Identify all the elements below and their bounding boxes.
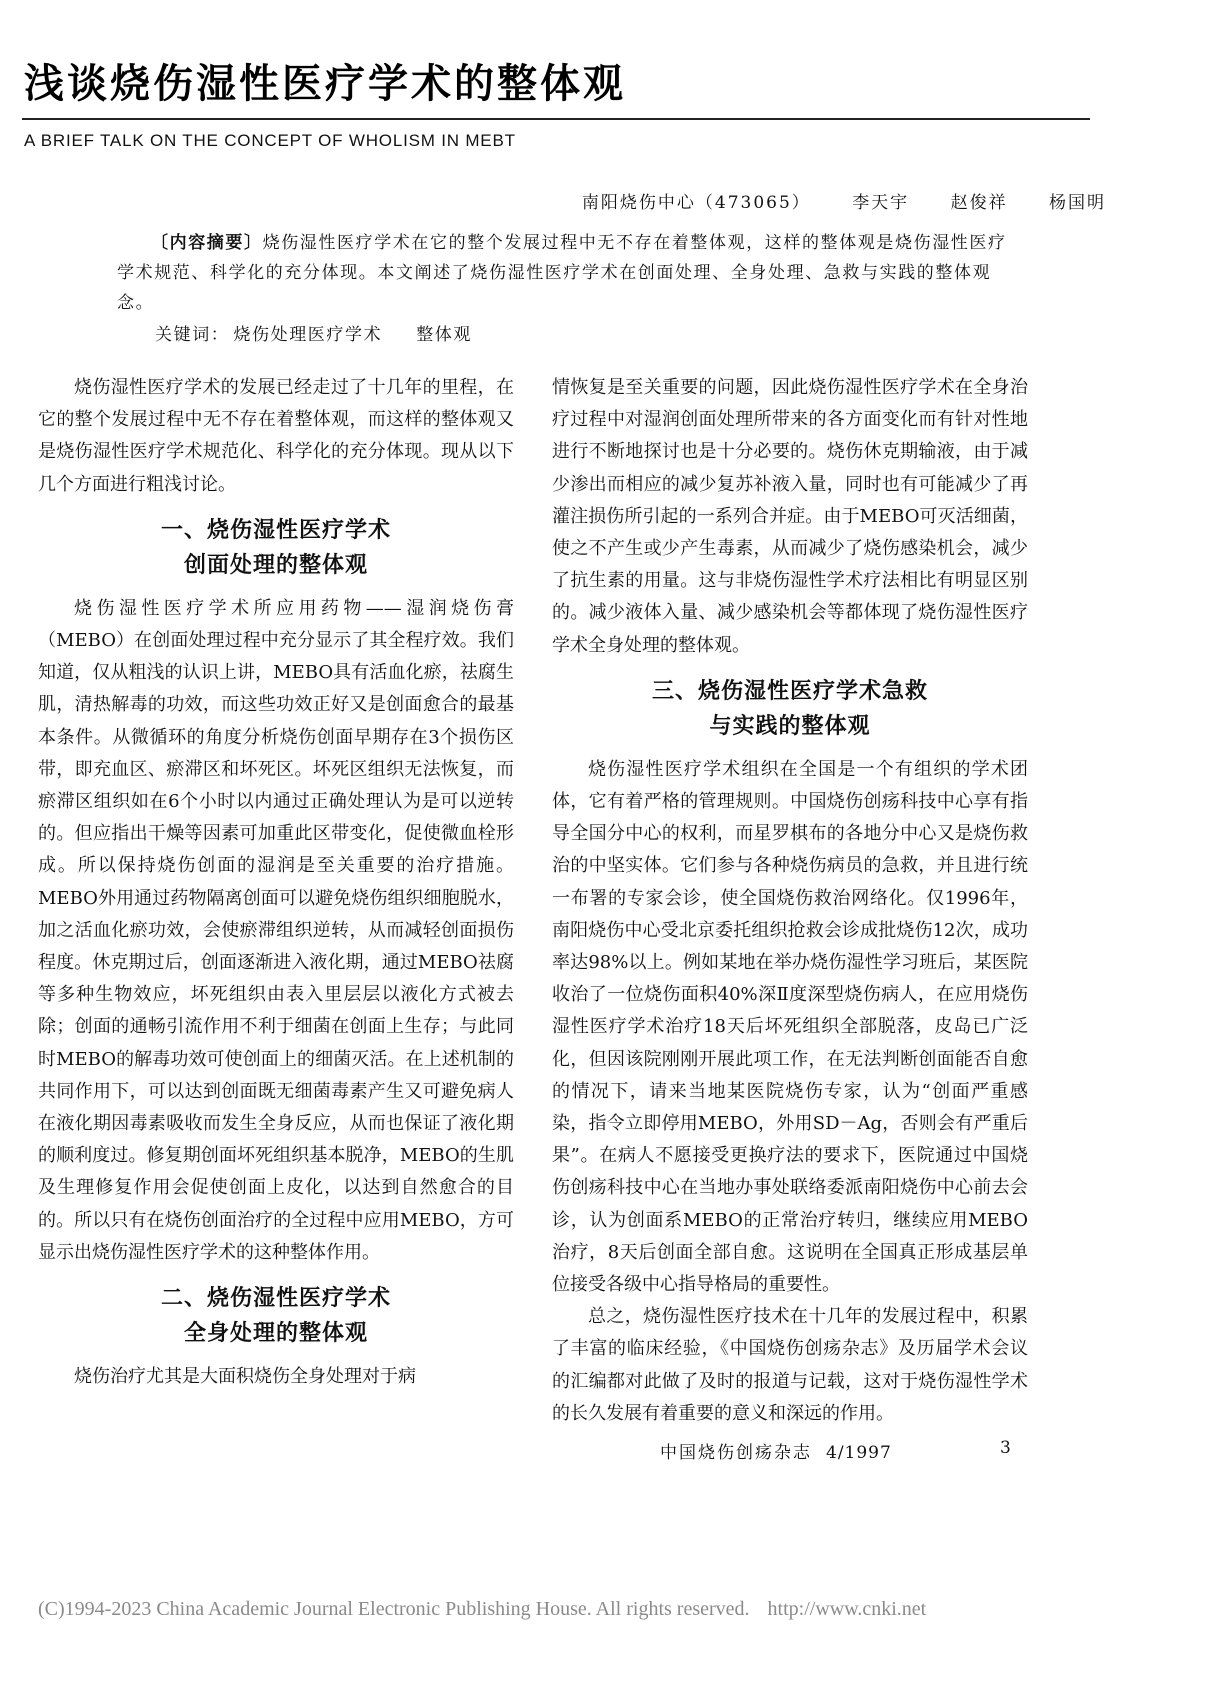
- section-heading-3: [552, 674, 1028, 744]
- keywords: [155, 320, 472, 345]
- right-column: [552, 372, 1028, 1430]
- journal-issue: 4/1997: [826, 1443, 892, 1463]
- heading-line: 一、烧伤湿性医疗学术: [160, 517, 391, 543]
- abstract-text: 烧伤湿性医疗学术在它的整个发展过程中无不存在着整体观，这样的整体观是烧伤湿性医疗学术规范、科学化的充分体现。本文阐述了烧伤湿性医疗学术在创面处理、全身处理、急救与实践的整体观念。: [117, 233, 1007, 313]
- heading-line: 二、烧伤湿性医疗学术: [160, 1286, 391, 1312]
- section3-paragraph-1: 烧伤湿性医疗学术组织在全国是一个有组织的学术团体，它有着严格的管理规则。中国烧伤创疡科技中心享有指导全国分中心的权利，而星罗棋布的各地分中心又是烧伤救治的中坚实体。它们参与各种烧伤病员的急救，并且进行统一布署的专家会诊，使全国烧伤救治网络化。仅1996年，南阳烧伤中心受北京委托组织抢救会诊成批烧伤12次，成功率达98%以上。例如某地在举办烧伤湿性学习班后，某医院收治了一位烧伤面积40%深Ⅱ度深型烧伤病人，在应用烧伤湿性医疗学术治疗18天后坏死组织全部脱落，皮岛已广泛化，但因该院刚刚开展此项工作，在无法判断创面能否自愈的情况下，请来当地某医院烧伤专家，认为“创面严重感染，指令立即停用MEBO，外用SD－Ag，否则会有严重后果”。在病人不愿接受更换疗法的要求下，医院通过中国烧伤创疡科技中心在当地办事处联络委派南阳烧伤中心前去会诊，认为创面系MEBO的正常治疗转归，继续应用MEBO治疗，8天后创面全部自愈。这说明在全国真正形成基层单位接受各级中心指导格局的重要性。: [552, 758, 1028, 1296]
- section1-paragraph: 烧伤湿性医疗学术所应用药物——湿润烧伤膏（MEBO）在创面处理过程中充分显示了其全程疗效。我们知道，仅从粗浅的认识上讲，MEBO具有活血化瘀，祛腐生肌，清热解毒的功效，而这些功效正好又是创面愈合的最基本条件。从微循环的角度分析烧伤创面早期存在3个损伤区带，即充血区、瘀滞区和坏死区。坏死区组织无法恢复，而瘀滞区组织如在6个小时以内通过正确处理认为是可以逆转的。但应指出干燥等因素可加重此区带变化，促使微血栓形成。所以保持烧伤创面的湿润是至关重要的治疗措施。MEBO外用通过药物隔离创面可以避免烧伤组织细胞脱水，加之活血化瘀功效，会使瘀滞组织逆转，从而减轻创面损伤程度。休克期过后，创面逐渐进入液化期，通过MEBO祛腐等多种生物效应，坏死组织由表入里层层以液化方式被去除；创面的通畅引流作用不利于细菌在创面上生存；与此同时MEBO的解毒功效可使创面上的细菌灭活。在上述机制的共同作用下，可以达到创面既无细菌毒素产生又可避免病人在液化期因毒素吸收而发生全身反应，从而也保证了液化期的顺利度过。修复期创面坏死组织基本脱净，MEBO的生肌及生理修复作用会促使创面上皮化，以达到自然愈合的目的。所以只有在烧伤创面治疗的全过程中应用MEBO，方可显示出烧伤湿性医疗学术的这种整体作用。: [38, 597, 514, 1263]
- heading-line: 创面处理的整体观: [183, 552, 368, 578]
- title-rule: [22, 118, 1090, 120]
- heading-line: 与实践的整体观: [709, 713, 871, 739]
- journal-name: 中国烧伤创疡杂志: [660, 1443, 812, 1463]
- keyword: 整体观: [416, 325, 473, 345]
- left-column: [38, 372, 514, 1393]
- section3-paragraph-2: 总之，烧伤湿性医疗技术在十几年的发展过程中，积累了丰富的临床经验，《中国烧伤创疡杂志》及历届学术会议的汇编都对此做了及时的报道与记载，这对于烧伤湿性学术的长久发展有着重要的意义和深远的作用。: [552, 1306, 1028, 1424]
- section-heading-1: [38, 513, 514, 583]
- keywords-label: 关键词：: [155, 325, 230, 345]
- heading-line: 全身处理的整体观: [183, 1321, 368, 1347]
- author-name: 李天宇: [852, 193, 910, 213]
- copyright-url: http://www.cnki.net: [767, 1598, 927, 1620]
- author-name: 赵俊祥: [950, 193, 1008, 213]
- heading-line: 三、烧伤湿性医疗学术急救: [651, 678, 928, 704]
- copyright-watermark: [38, 1598, 926, 1621]
- section2-paragraph-continued: 情恢复是至关重要的问题，因此烧伤湿性医疗学术在全身治疗过程中对湿润创面处理所带来的各方面变化而有针对性地进行不断地探讨也是十分必要的。烧伤休克期输液，由于减少渗出而相应的减少复苏补液入量，同时也有可能减少了再灌注损伤所引起的一系列合并症。由于MEBO可灭活细菌，使之不产生或少产生毒素，从而减少了烧伤感染机会，减少了抗生素的用量。这与非烧伤湿性学术疗法相比有明显区别的。减少液体入量、减少感染机会等都体现了烧伤湿性医疗学术全身处理的整体观。: [552, 377, 1028, 656]
- affiliation: 南阳烧伤中心（473065）: [581, 193, 811, 213]
- intro-paragraph: 烧伤湿性医疗学术的发展已经走过了十几年的里程，在它的整个发展过程中无不存在着整体观，而这样的整体观又是烧伤湿性医疗学术规范化、科学化的充分体现。现从以下几个方面进行粗浅讨论。: [38, 377, 514, 495]
- keyword: 烧伤处理医疗学术: [233, 325, 383, 345]
- english-title: A BRIEF TALK ON THE CONCEPT OF WHOLISM IN MEBT: [24, 131, 516, 150]
- page-number: 3: [1000, 1438, 1011, 1458]
- article-title: 浅谈烧伤湿性医疗学术的整体观: [24, 61, 626, 107]
- section-heading-2: [38, 1281, 514, 1351]
- abstract-label: 〔内容摘要〕: [151, 233, 263, 253]
- abstract: [117, 228, 1017, 318]
- section2-paragraph-start: 烧伤治疗尤其是大面积烧伤全身处理对于病: [74, 1366, 416, 1388]
- author-line: [582, 188, 1106, 213]
- footer-journal: [660, 1438, 892, 1463]
- copyright-text: (C)1994-2023 China Academic Journal Electronic Publishing House. All rights reserved.: [38, 1598, 750, 1620]
- author-name: 杨国明: [1049, 193, 1106, 213]
